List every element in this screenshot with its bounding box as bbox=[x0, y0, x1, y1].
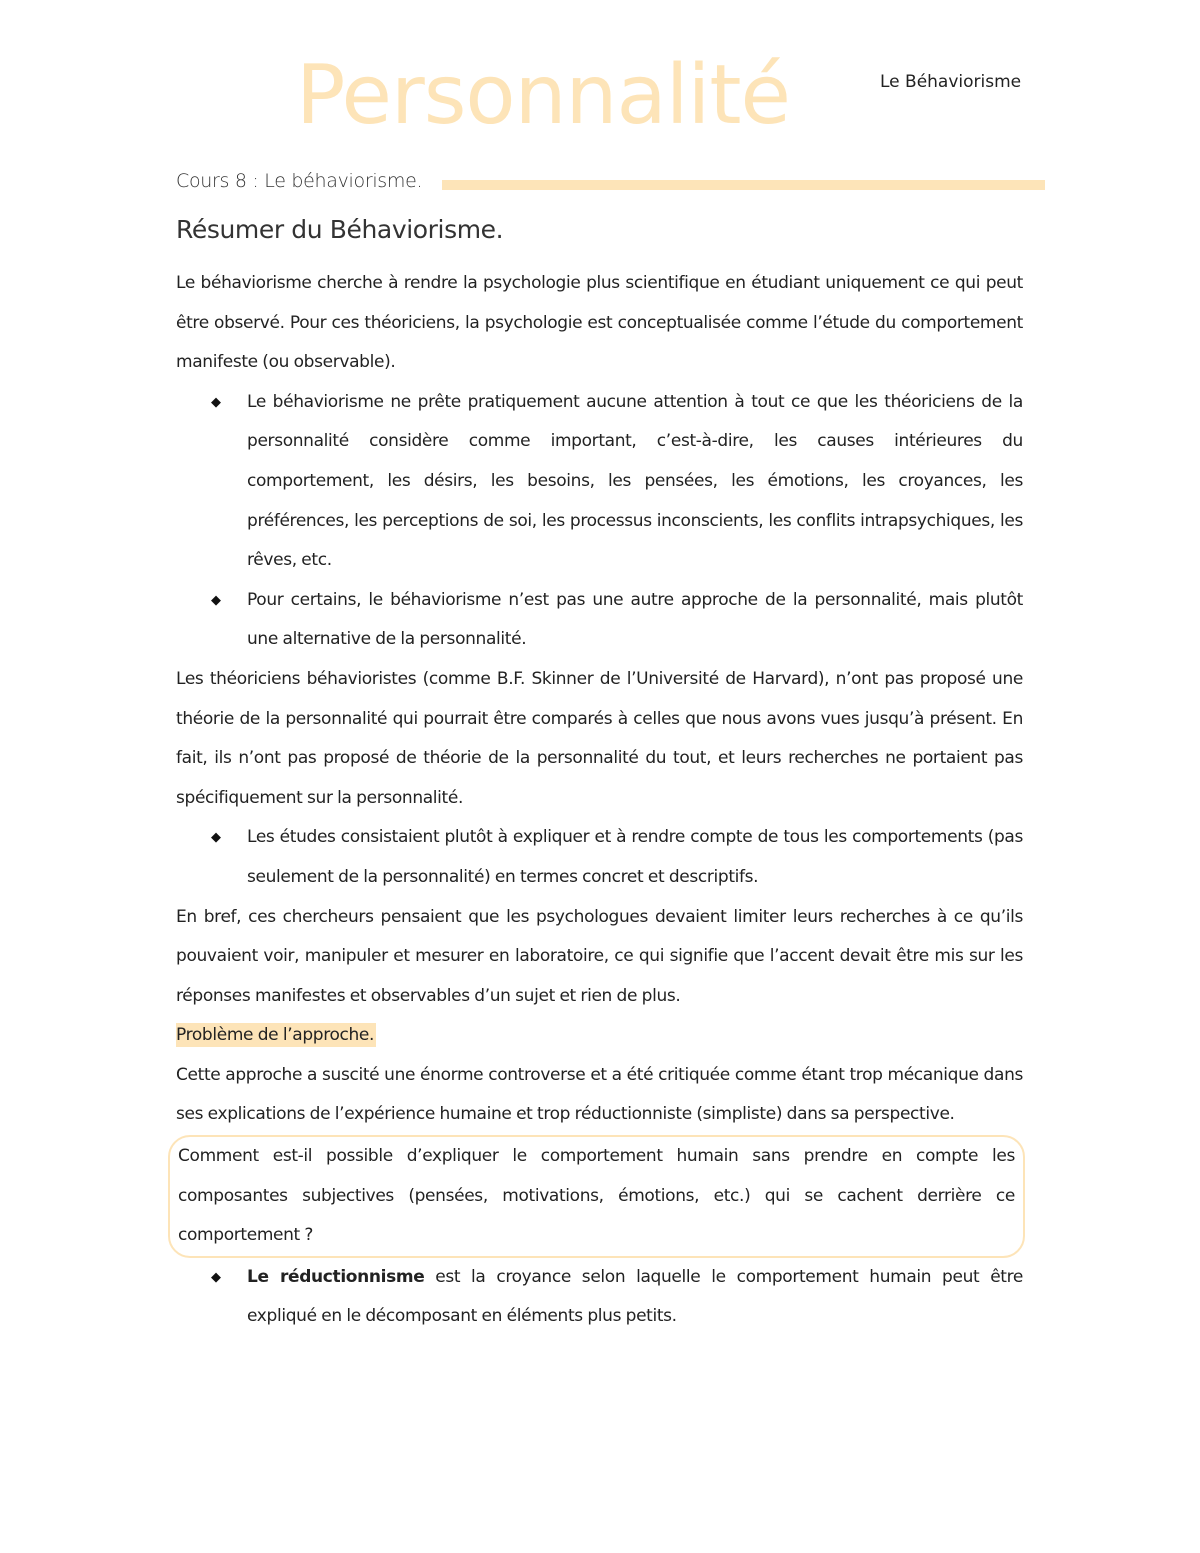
heading-rule bbox=[442, 180, 1045, 190]
list-item bbox=[211, 581, 1023, 660]
problem-heading: Problème de l’approche. bbox=[176, 1025, 375, 1046]
paragraph-intro: Le béhaviorisme cherche à rendre la psychologie plus scientifique en étudiant uniquement ce qui peut être observé. Pour ces théoriciens, la psychologie est conceptualisée comme l’étude du comportement manifeste (ou observable). bbox=[176, 273, 1023, 373]
section-heading: Résumer du Béhaviorisme. bbox=[176, 215, 504, 244]
course-label: Cours 8 : Le béhaviorisme. bbox=[176, 170, 423, 192]
problem-heading-line bbox=[176, 1016, 1023, 1056]
list-item-text: Pour certains, le béhaviorisme n’est pas une autre approche de la personnalité, mais plutôt une alternative de la personnalité. bbox=[247, 589, 1023, 650]
document-body bbox=[176, 264, 1023, 1337]
question-callout bbox=[168, 1135, 1025, 1258]
paragraph-theorists: Les théoriciens béhavioristes (comme B.F. Skinner de l’Université de Harvard), n’ont pas proposé une théorie de la personnalité qui pourrait être comparés à celles que nous avons vues jusqu’à présent. En fait, ils n’ont pas proposé de théorie de la personnalité du tout, et leurs recherches ne portaient pas spécifiquement sur la personnalité. bbox=[176, 668, 1023, 808]
bullet-list-1 bbox=[176, 383, 1023, 660]
diamond-bullet-icon: ◆ bbox=[211, 592, 221, 608]
callout-text: Comment est-il possible d’expliquer le comportement humain sans prendre en compte les composantes subjectives (pensées, motivations, émotions, etc.) qui se cachent derrière ce comportement ? bbox=[178, 1146, 1015, 1246]
paragraph-critique: Cette approche a suscité une énorme controverse et a été critiquée comme étant trop mécanique dans ses explications de l’expérience humaine et trop réductionniste (simpliste) dans sa perspective. bbox=[176, 1064, 1023, 1125]
bullet-list-3 bbox=[176, 1258, 1023, 1337]
paragraph-summary: En bref, ces chercheurs pensaient que les psychologues devaient limiter leurs recherches à ce qu’ils pouvaient voir, manipuler et mesurer en laboratoire, ce qui signifie que l’accent devait être mis sur les réponses manifestes et observables d’un sujet et rien de plus. bbox=[176, 906, 1023, 1006]
bullet-list-2 bbox=[176, 818, 1023, 897]
diamond-bullet-icon: ◆ bbox=[211, 394, 221, 410]
term-reductionnisme: Le réductionnisme bbox=[247, 1266, 425, 1287]
header-section-label: Le Béhaviorisme bbox=[880, 72, 1022, 92]
diamond-bullet-icon: ◆ bbox=[211, 830, 221, 846]
list-item-text: Le béhaviorisme ne prête pratiquement aucune attention à tout ce que les théoriciens de la personnalité considère comme important, c’est-à-dire, les causes intérieures du comportement, les désirs, les besoins, les pensées, les émotions, les croyances, les préférences, les perceptions de soi, les processus inconscients, les conflits intrapsychiques, les rêves, etc. bbox=[247, 391, 1023, 571]
list-item-text: est la croyance selon laquelle le comportement humain peut être expliqué en le décomposant en éléments plus petits. bbox=[247, 1266, 1023, 1327]
list-item bbox=[211, 818, 1023, 897]
list-item-text: Les études consistaient plutôt à expliquer et à rendre compte de tous les comportements (pas seulement de la personnalité) en termes concret et descriptifs. bbox=[247, 827, 1023, 887]
diamond-bullet-icon: ◆ bbox=[211, 1269, 221, 1285]
list-item bbox=[211, 383, 1023, 581]
page-title: Personnalité bbox=[296, 48, 790, 143]
list-item bbox=[211, 1258, 1023, 1337]
